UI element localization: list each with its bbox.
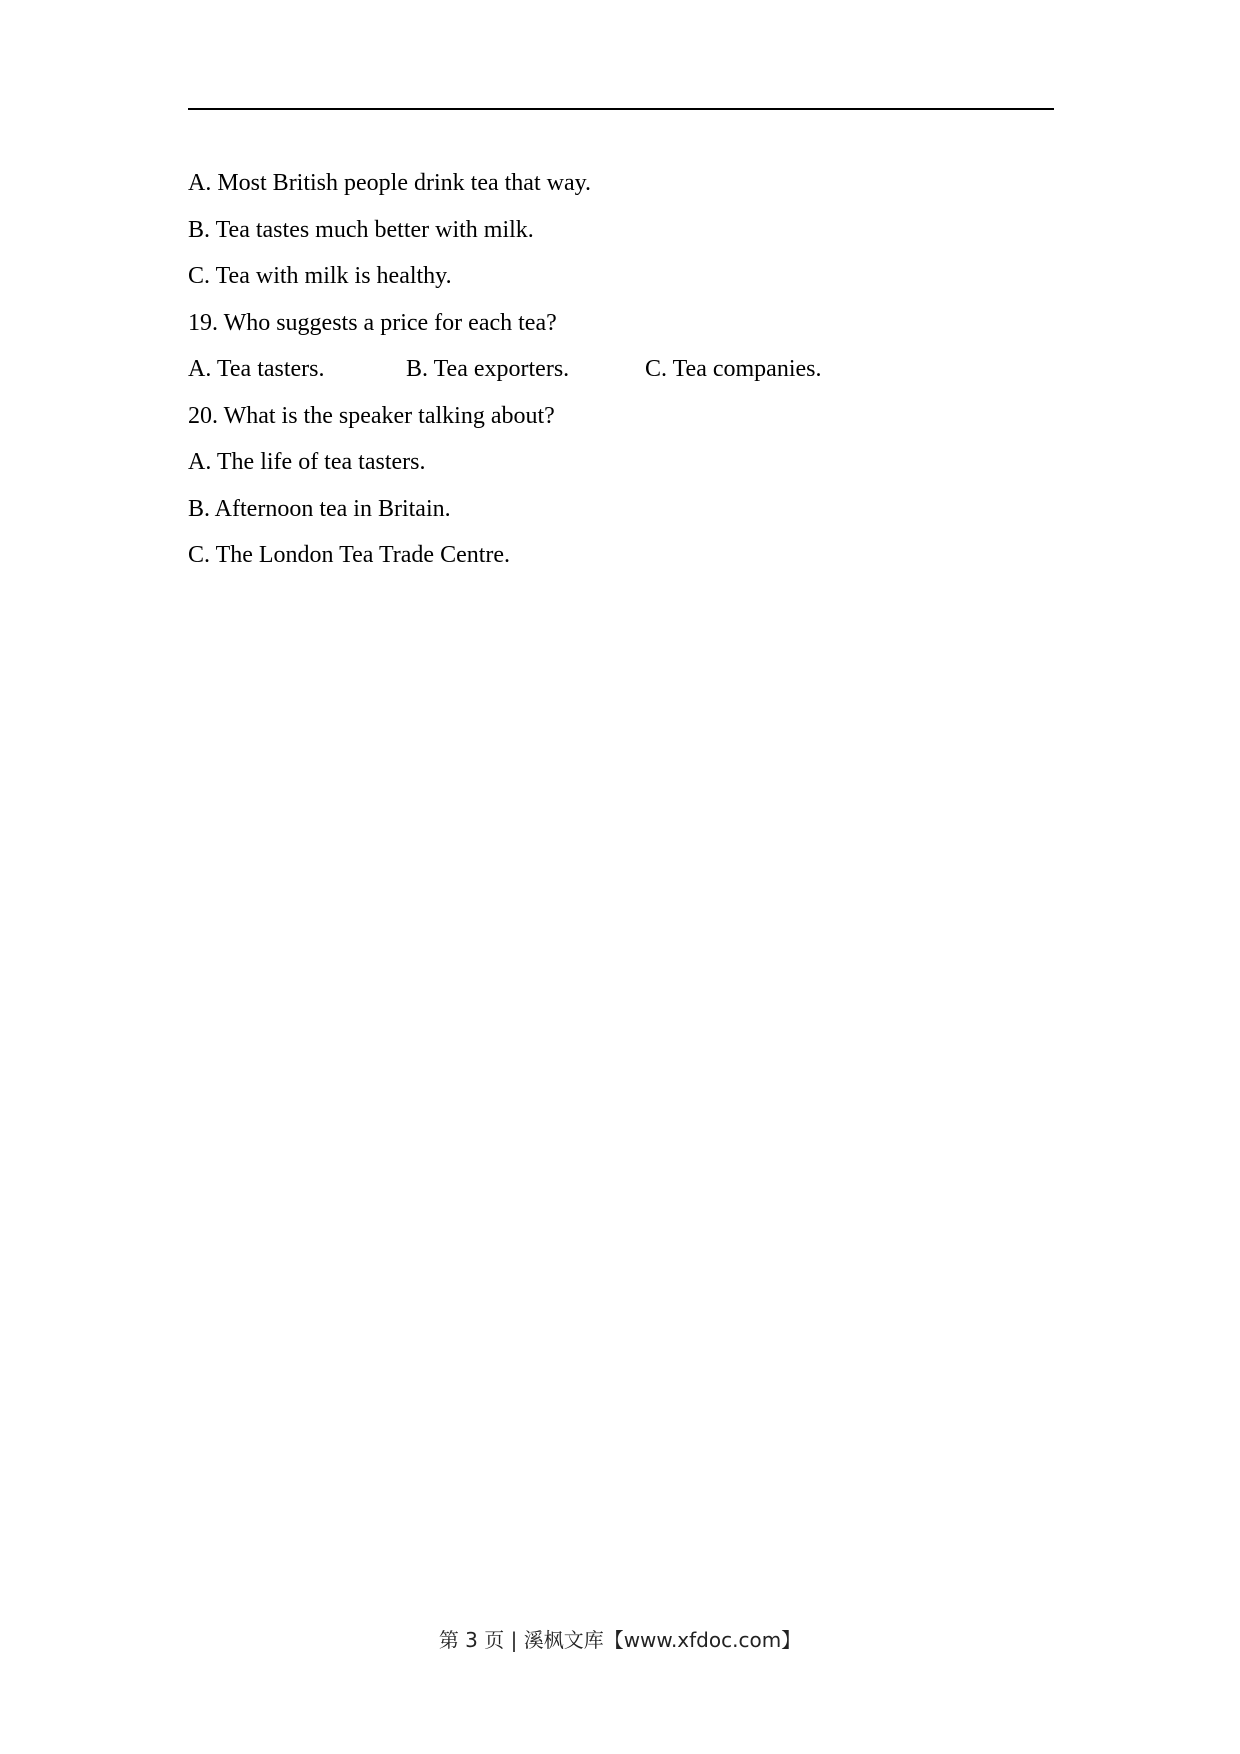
q20-option-a: A. The life of tea tasters. [188, 449, 426, 475]
q18-option-c: C. Tea with milk is healthy. [188, 263, 452, 289]
q19-options-row [188, 346, 1054, 393]
q18-option-a: A. Most British people drink tea that way. [188, 170, 592, 196]
q18-option-b: B. Tea tastes much better with milk. [188, 216, 534, 243]
q20-option-c: C. The London Tea Trade Centre. [188, 542, 511, 568]
document-body [188, 160, 1054, 579]
q19-option-c: C. Tea companies. [645, 356, 822, 382]
page-footer: 第 3 页 | 溪枫文库【www.xfdoc.com】 [438, 1628, 802, 1652]
question-19: 19. Who suggests a price for each tea? [188, 309, 557, 336]
q19-option-a: A. Tea tasters. [188, 356, 325, 382]
q20-option-b: B. Afternoon tea in Britain. [188, 495, 451, 522]
question-20: 20. What is the speaker talking about? [188, 402, 555, 429]
q19-option-b: B. Tea exporters. [406, 356, 570, 382]
header-rule [188, 108, 1054, 110]
